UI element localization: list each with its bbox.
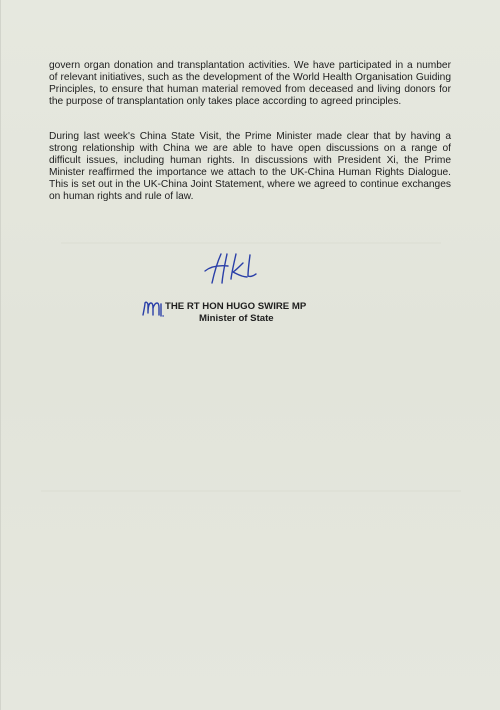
- handwritten-initials: [141, 295, 165, 319]
- signer-name: THE RT HON HUGO SWIRE MP: [165, 301, 307, 312]
- handwritten-signature: [201, 250, 261, 286]
- scan-artifact: [41, 490, 461, 492]
- body-paragraph: govern organ donation and transplantation activities. We have participated in a number of relevant initiatives, such as the development of the World Health Organisation Guiding Principles, to ensure that human material removed from deceased and living donors for the purpose of transplantation only takes place according to agreed principles.: [49, 60, 451, 108]
- signature-block: [165, 301, 306, 326]
- signer-title: Minister of State: [199, 313, 274, 325]
- body-paragraph: During last week's China State Visit, the Prime Minister made clear that by having a strong relationship with China we are able to have open discussions on a range of difficult issues, including human rights. In discussions with President Xi, the Prime Minister reaffirmed the importance we attach to the UK-China Human Rights Dialogue. This is set out in the UK-China Joint Statement, where we agreed to continue exchanges on human rights and rule of law.: [49, 131, 451, 203]
- scan-artifact: [61, 242, 441, 244]
